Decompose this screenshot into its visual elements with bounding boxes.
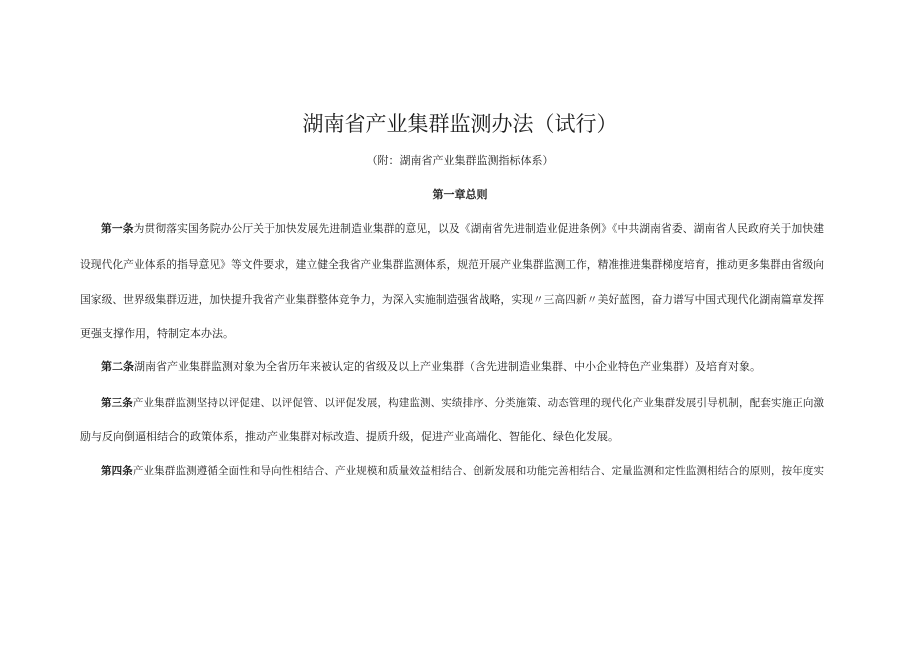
document-subtitle: （附：湖南省产业集群监测指标体系） <box>366 154 554 167</box>
article-4-number: 第四条 <box>101 465 133 477</box>
article-1-number: 第一条 <box>101 222 134 235</box>
article-3-line-1 <box>101 394 824 412</box>
article-4-text-1: 产业集群监测遵循全面性和导向性相结合、产业规模和质量效益相结合、创新发展和功能完善相结合、定量监测和定性监测相结合的原则，按年度实 <box>132 465 824 477</box>
article-1-line-2: 设现代化产业体系的指导意见》等文件要求，建立健全我省产业集群监测体系，规范开展产业集群监测工作，精准推进集群梯度培育，推动更多集群由省级向 <box>80 258 824 271</box>
article-1-line-4: 更强支撑作用，特制定本办法。 <box>80 327 234 340</box>
article-4-line-1 <box>101 462 824 480</box>
article-1-line-3: 国家级、世界级集群迈进，加快提升我省产业集群整体竞争力，为深入实施制造强省战略，实现〃三高四新〃美好蓝图，奋力谱写中国式现代化湖南篇章发挥 <box>80 293 824 306</box>
article-1-line-1 <box>101 220 824 238</box>
article-3-text-1: 产业集群监测坚持以评促建、以评促管、以评促发展，构建监测、实绩排序、分类施策、动态管理的现代化产业集群发展引导机制，配套实施正向激 <box>132 397 824 409</box>
article-1-text-1: 为贯彻落实国务院办公厅关于加快发展先进制造业集群的意见，以及《湖南省先进制造业促进条例》《中共湖南省委、湖南省人民政府关于加快建 <box>133 222 824 235</box>
article-2-line-1 <box>101 358 761 376</box>
chapter-heading: 第一章总则 <box>432 188 488 201</box>
article-3-line-2: 励与反向倒逼相结合的政策体系，推动产业集群对标改造、提质升级，促进产业高端化、智能化、绿色化发展。 <box>80 430 619 443</box>
document-title: 湖南省产业集群监测办法（试行） <box>302 112 618 136</box>
article-3-number: 第三条 <box>101 397 133 409</box>
article-2-number: 第二条 <box>101 360 134 373</box>
article-2-text-1: 湖南省产业集群监测对象为全省历年来被认定的省级及以上产业集群（含先进制造业集群、中小企业特色产业集群）及培育对象。 <box>134 360 761 373</box>
